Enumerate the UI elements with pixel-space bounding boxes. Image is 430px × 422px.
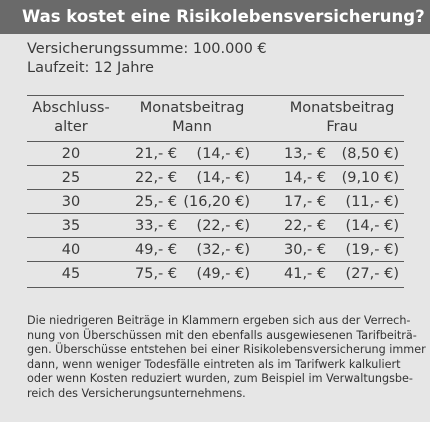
age-cell: 25 xyxy=(61,170,81,186)
table-row xyxy=(27,143,404,165)
header-female: Monatsbeitrag Frau xyxy=(289,100,395,135)
female-net-premium: (14,- €) xyxy=(345,218,399,234)
insured-sum: Versicherungssumme: 100.000 € xyxy=(27,41,267,57)
age-cell: 30 xyxy=(61,194,81,210)
male-net-premium: (32,- €) xyxy=(196,242,250,258)
female-net-premium: (9,10 €) xyxy=(341,170,399,186)
row-rule xyxy=(27,189,404,190)
footnote: Die niedrigeren Beiträge in Klammern ergeben sich aus der Verrech- nung von Überschüssen mit den ebenfalls ausgewiesenen Tarifbeiträ- gen. Überschüsse entstehen bei einer Risikolebensversicherung immer dann, wenn weniger Todesfälle eintreten als im Tarifwerk kalkuliert oder wenn Kosten reduziert wurden, zum Beispiel im Verwaltungsbe- reich des Versicherungsunternehmens. xyxy=(27,314,426,400)
female-premium: 41,- € xyxy=(284,266,327,282)
table-row xyxy=(27,263,404,285)
table-top-rule xyxy=(27,95,404,96)
female-net-premium: (19,- €) xyxy=(345,242,399,258)
male-premium: 49,- € xyxy=(135,242,178,258)
female-net-premium: (8,50 €) xyxy=(341,146,399,162)
table-row xyxy=(27,191,404,213)
male-net-premium: (14,- €) xyxy=(196,146,250,162)
row-rule xyxy=(27,213,404,214)
male-premium: 33,- € xyxy=(135,218,178,234)
female-premium: 14,- € xyxy=(284,170,327,186)
table-row xyxy=(27,215,404,237)
policy-info xyxy=(27,40,267,78)
term-length: Laufzeit: 12 Jahre xyxy=(27,60,154,76)
table-header xyxy=(27,99,404,139)
header-rule xyxy=(27,141,404,142)
female-net-premium: (11,- €) xyxy=(345,194,399,210)
female-premium: 13,- € xyxy=(284,146,327,162)
table-row xyxy=(27,167,404,189)
age-cell: 20 xyxy=(61,146,81,162)
male-net-premium: (14,- €) xyxy=(196,170,250,186)
row-rule xyxy=(27,165,404,166)
female-premium: 30,- € xyxy=(284,242,327,258)
male-premium: 22,- € xyxy=(135,170,178,186)
male-premium: 21,- € xyxy=(135,146,178,162)
age-cell: 45 xyxy=(61,266,81,282)
age-cell: 35 xyxy=(61,218,81,234)
male-net-premium: (49,- €) xyxy=(196,266,250,282)
female-premium: 17,- € xyxy=(284,194,327,210)
row-rule xyxy=(27,237,404,238)
male-net-premium: (16,20 €) xyxy=(183,194,250,210)
table-bottom-rule xyxy=(27,287,404,288)
table-row xyxy=(27,239,404,261)
male-premium: 25,- € xyxy=(135,194,178,210)
male-premium: 75,- € xyxy=(135,266,178,282)
header-male: Monatsbeitrag Mann xyxy=(139,100,245,135)
age-cell: 40 xyxy=(61,242,81,258)
header-age: Abschluss- alter xyxy=(32,100,110,135)
male-net-premium: (22,- €) xyxy=(196,218,250,234)
row-rule xyxy=(27,261,404,262)
female-net-premium: (27,- €) xyxy=(345,266,399,282)
female-premium: 22,- € xyxy=(284,218,327,234)
page-title: Was kostet eine Risikolebensversicherung? xyxy=(0,0,430,34)
